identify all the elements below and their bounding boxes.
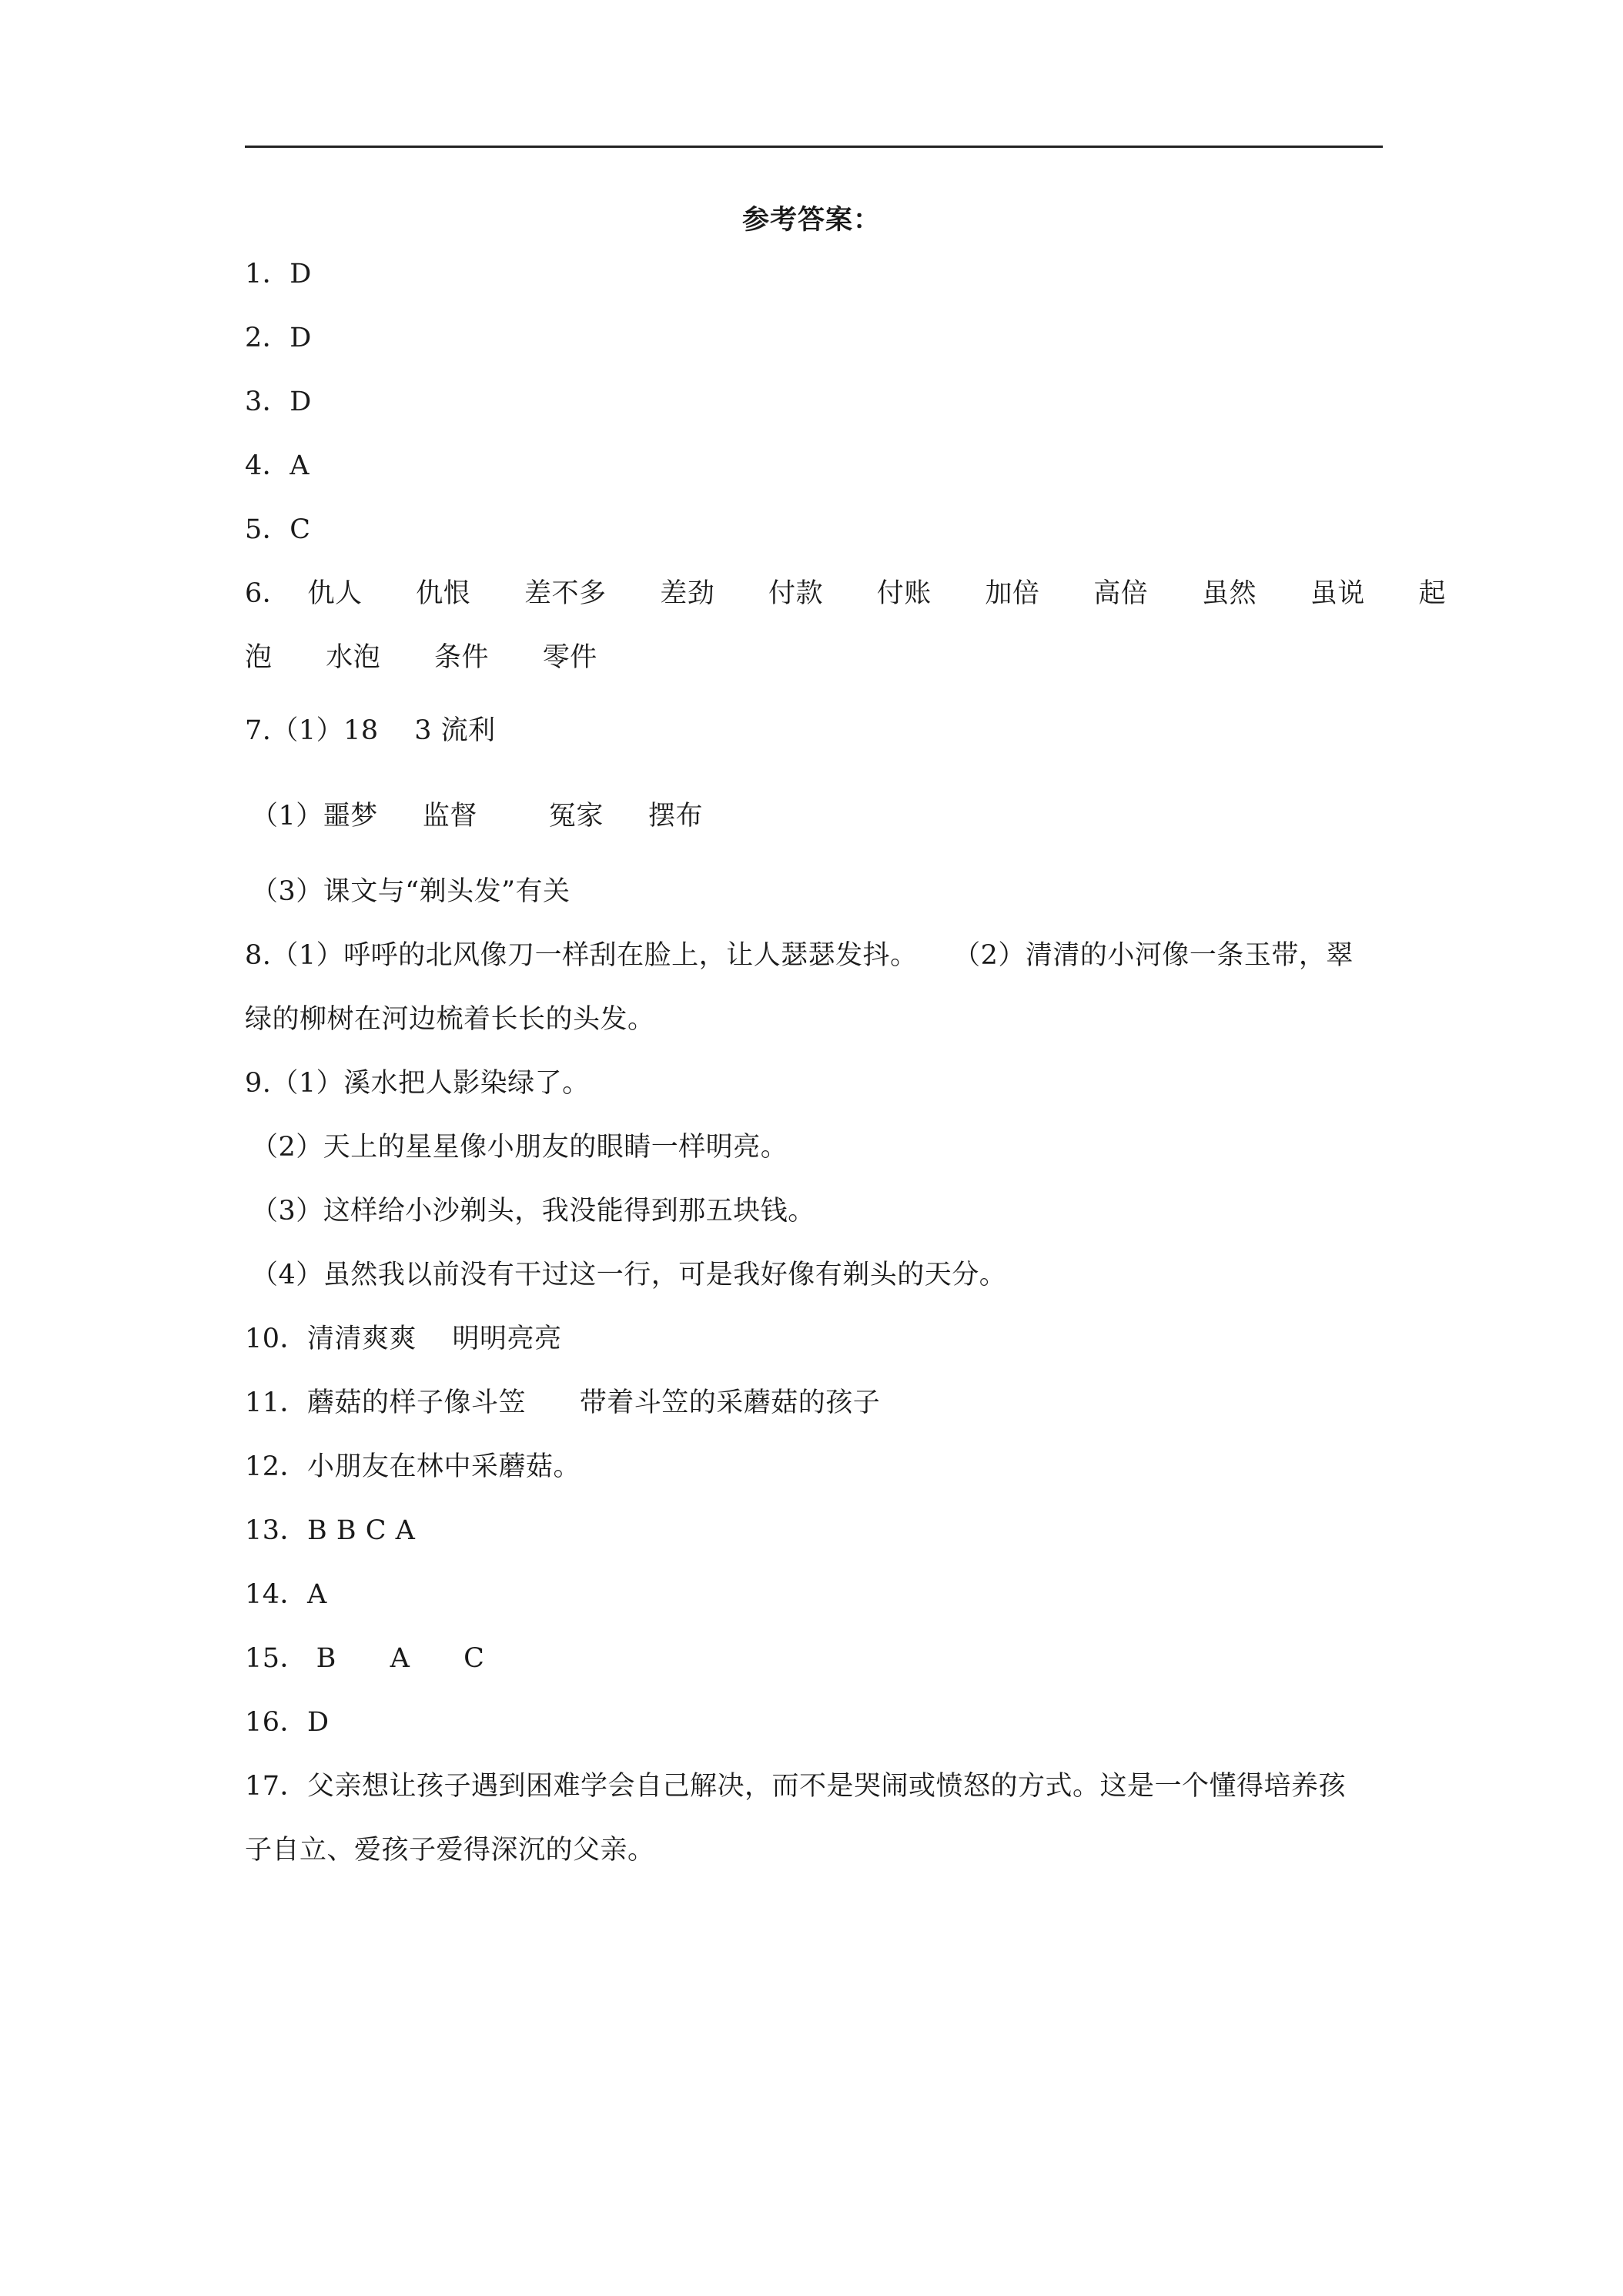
answer-line: 绿的柳树在河边梳着长长的头发。 [245, 1004, 655, 1035]
answer-line: 14．A [245, 1579, 327, 1610]
answer-line: 7.（1）18 3 流利 [245, 715, 496, 746]
answer-line: 5．C [245, 514, 311, 545]
answer-line: 4．A [245, 450, 310, 481]
answer-line: （1）噩梦 监督 冤家 摆布 [251, 801, 704, 832]
answer-line: 3．D [245, 387, 312, 417]
answer-line: 子自立、爱孩子爱得深沉的父亲。 [245, 1835, 655, 1866]
answer-line: （3）课文与“剃头发”有关 [251, 876, 571, 907]
answer-line: 2．D [245, 323, 312, 353]
answer-line: 15． B A C [245, 1643, 485, 1674]
answer-line: 13．B B C A [245, 1515, 416, 1546]
answer-line: 1．D [245, 259, 312, 290]
answer-line: 泡 水泡 条件 零件 [245, 642, 597, 673]
answer-line: 9.（1）溪水把人影染绿了。 [245, 1068, 590, 1099]
answer-line: 10．清清爽爽 明明亮亮 [245, 1324, 562, 1354]
answer-line: （2）天上的星星像小朋友的眼睛一样明亮。 [251, 1132, 788, 1163]
answer-line: 12．小朋友在林中采蘑菇。 [245, 1451, 581, 1482]
answer-line: （4）虽然我以前没有干过这一行，可是我好像有剃头的天分。 [251, 1260, 1007, 1290]
header-rule [245, 146, 1383, 148]
answer-line: 8.（1）呼呼的北风像刀一样刮在脸上，让人瑟瑟发抖。 （2）清清的小河像一条玉带，翠 [245, 940, 1354, 971]
answer-line: 6． 仇人 仇恨 差不多 差劲 付款 付账 加倍 高倍 虽然 虽说 起 [245, 578, 1447, 609]
answer-line: （3）这样给小沙剃头，我没能得到那五块钱。 [251, 1196, 815, 1227]
answer-line: 17．父亲想让孩子遇到困难学会自己解决，而不是哭闹或愤怒的方式。这是一个懂得培养孩 [245, 1771, 1347, 1802]
page-title: 参考答案： [741, 204, 881, 236]
answer-line: 11．蘑菇的样子像斗笠 带着斗笠的采蘑菇的孩子 [245, 1387, 881, 1418]
answer-line: 16．D [245, 1707, 330, 1738]
